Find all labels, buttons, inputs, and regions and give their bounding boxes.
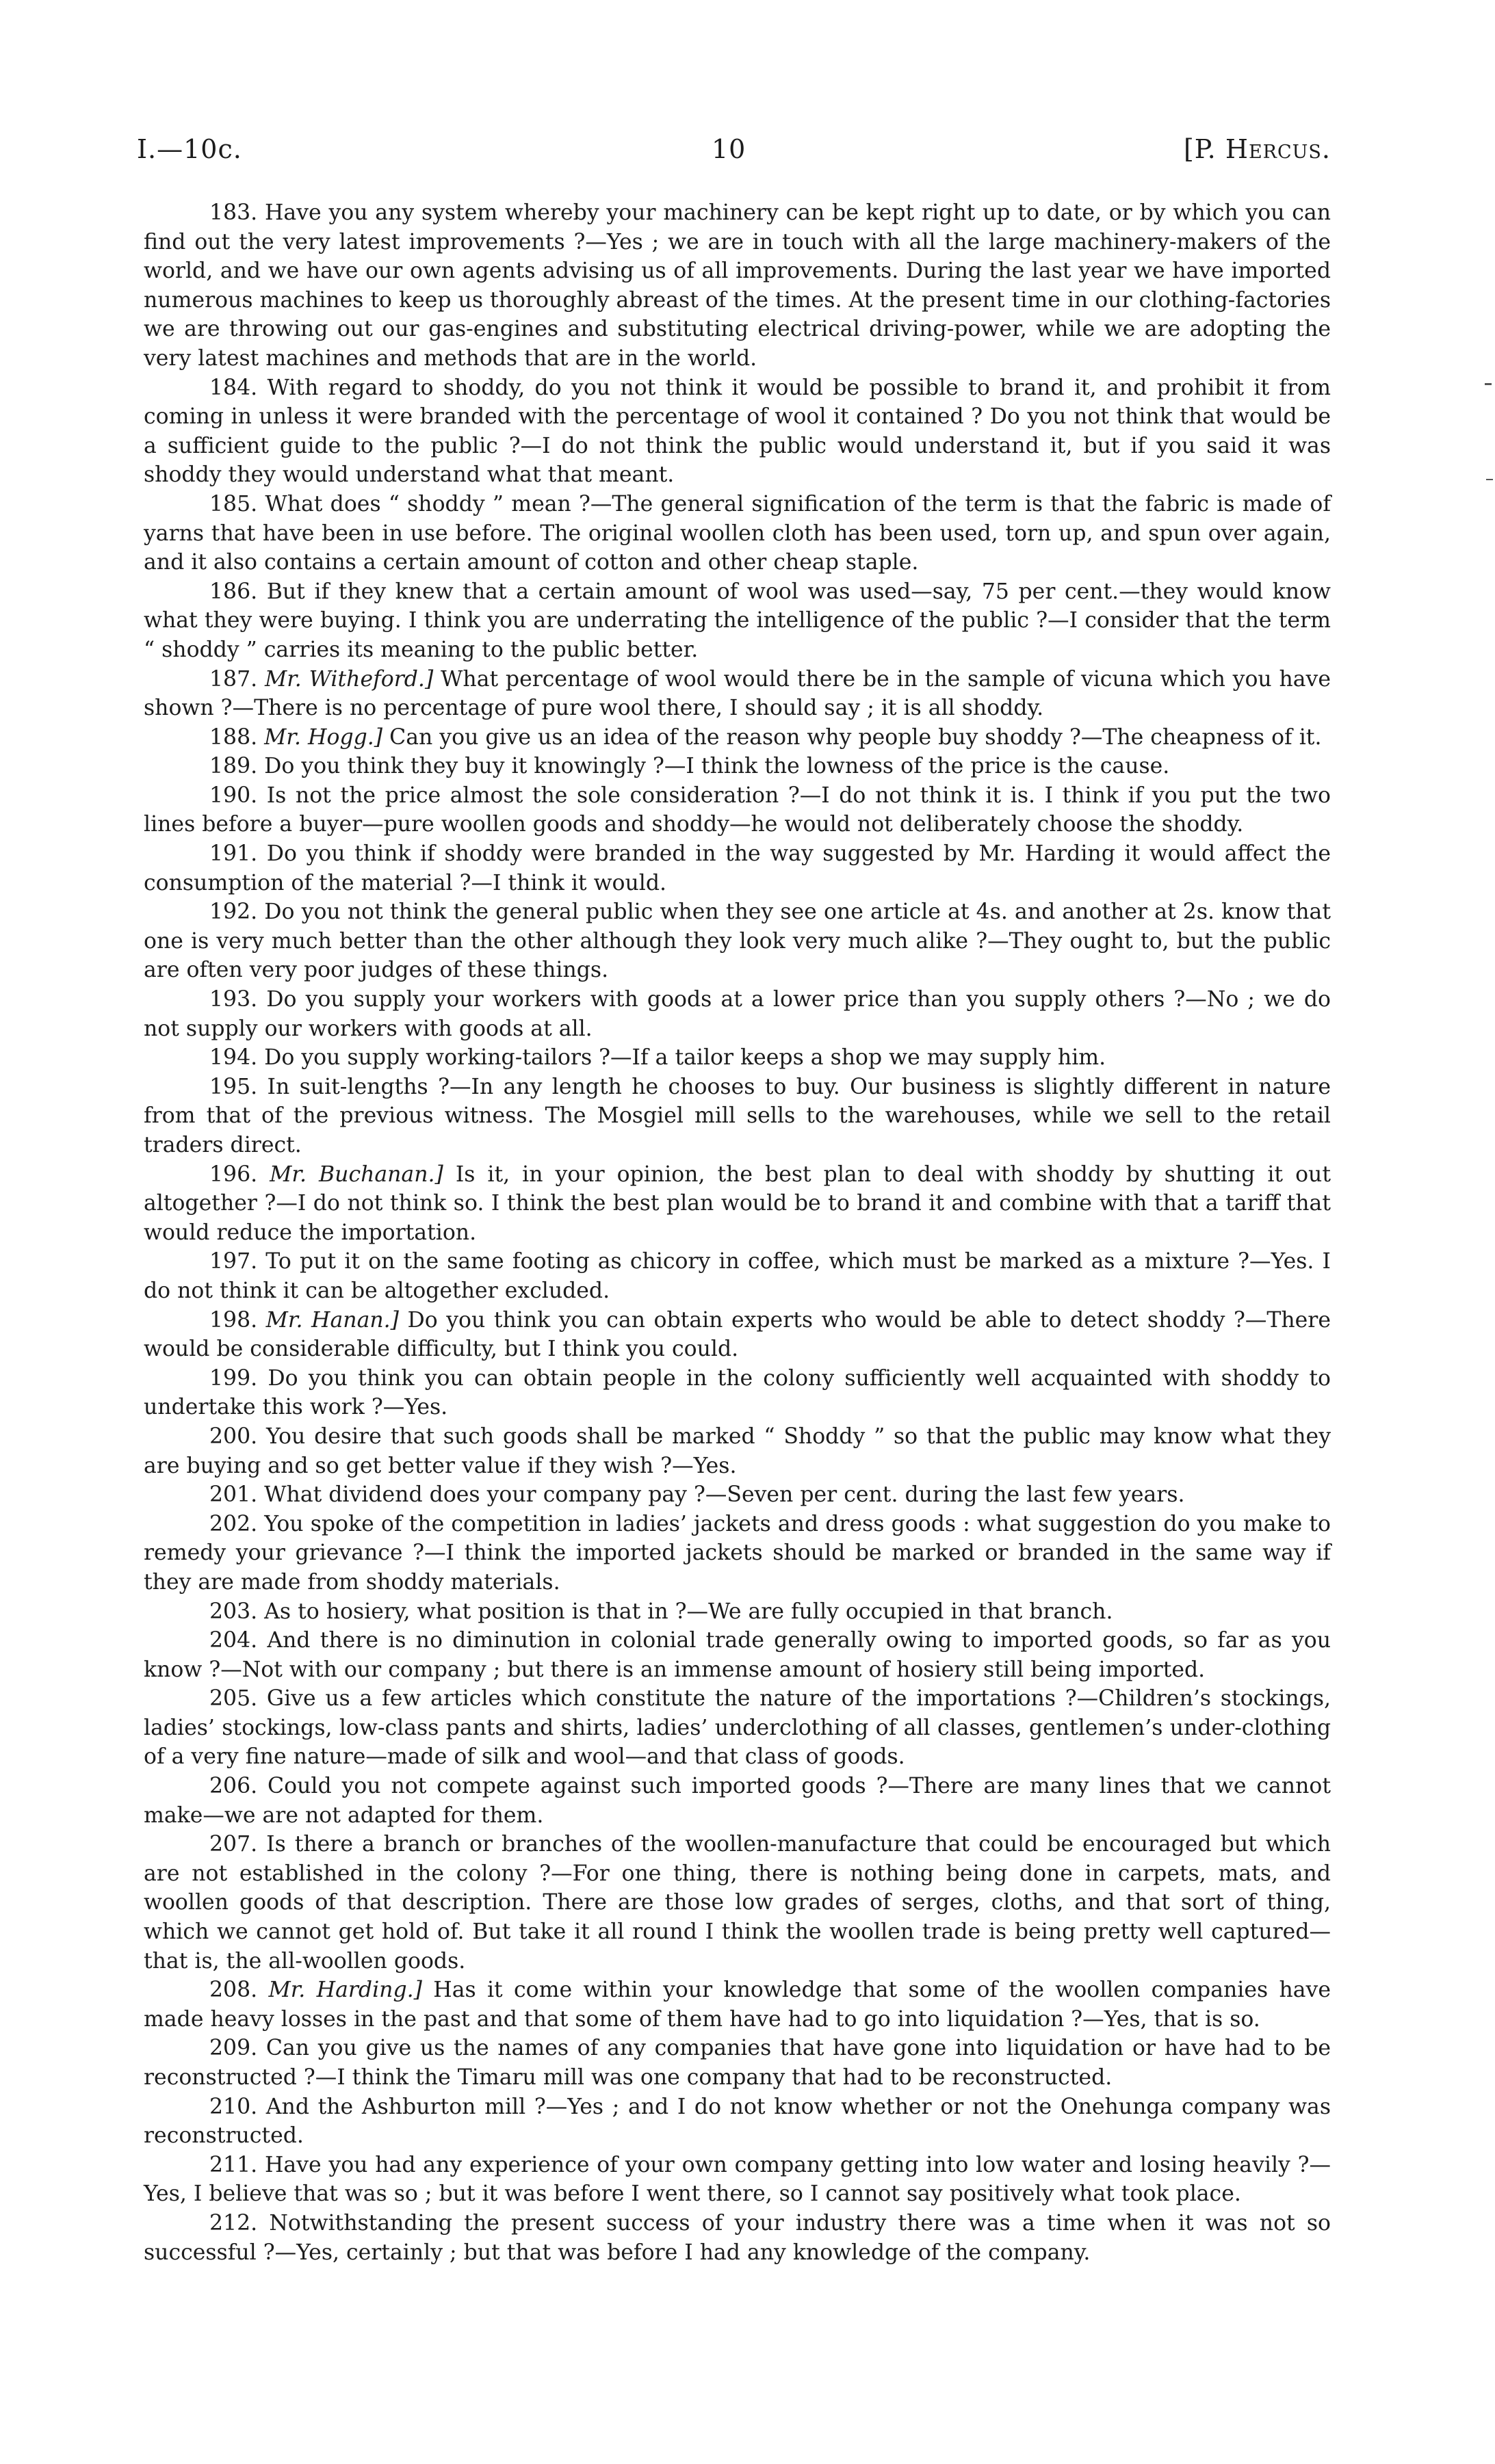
page-header	[137, 134, 1331, 175]
question-text: Can you give us the names of any companies that have gone into liquidation or have had to be reconstructed ?—I think the Timaru mill was one company that had to be reconstructed.	[144, 2036, 1331, 2090]
question-number: 206.	[209, 1774, 258, 1799]
question-paragraph	[144, 1073, 1331, 1160]
question-text: Have you any system whereby your machinery can be kept right up to date, or by which you can find out the very latest improvements ?—Yes ; we are in touch with all the large machinery-makers of the world, and we have our own agents advising us of all improvements. During the last year we have imported numerous machines to keep us thoroughly abreast of the times. At the present time in our clothing-factories we are throwing out our gas-engines and substituting electrical driving-power, while we are adopting the very latest machines and methods that are in the world.	[144, 200, 1331, 371]
question-text: Notwithstanding the present success of your industry there was a time when it was not so successful ?—Yes, certainly ; but that was before I had any knowledge of the company.	[144, 2210, 1331, 2265]
question-text: As to hosiery, what position is that in ?—We are fully occupied in that branch.	[264, 1599, 1113, 1624]
question-number: 196.	[209, 1162, 258, 1187]
question-number: 200.	[209, 1424, 258, 1449]
question-paragraph	[144, 2093, 1331, 2151]
question-text: What percentage of wool would there be in the sample of vicuna which you have shown ?—There is no percentage of pure wool there, I should say ; it is all shoddy.	[144, 666, 1331, 721]
question-paragraph	[144, 1976, 1331, 2034]
question-paragraph	[144, 723, 1331, 752]
question-number: 183.	[209, 200, 258, 225]
question-paragraph	[144, 577, 1331, 665]
question-paragraph	[144, 198, 1331, 373]
question-text: Have you had any experience of your own company getting into low water and losing heavily ?—Yes, I believe that was so ; but it was before I went there, so I cannot say positively what took place.	[144, 2152, 1331, 2207]
question-paragraph	[144, 781, 1331, 839]
question-text: You spoke of the competition in ladies’ jackets and dress goods : what suggestion do you make to remedy your grievance ?—I think the imported jackets should be marked or branded in the same way if they are made from shoddy materials.	[144, 1511, 1331, 1595]
question-paragraph	[144, 1830, 1331, 1976]
speaker-name: Mr. Witheford.]	[264, 666, 434, 692]
question-paragraph	[144, 1510, 1331, 1597]
question-number: 190.	[209, 783, 258, 808]
question-number: 195.	[209, 1074, 258, 1099]
question-number: 197.	[209, 1249, 258, 1274]
question-number: 211.	[209, 2152, 258, 2177]
question-number: 212.	[209, 2210, 258, 2236]
question-number: 205.	[209, 1686, 258, 1712]
question-paragraph	[144, 1684, 1331, 1772]
question-number: 204.	[209, 1628, 258, 1653]
question-paragraph	[144, 2151, 1331, 2209]
question-text: But if they knew that a certain amount of wool was used—say, 75 per cent.—they would know what they were buying. I think you are underrating the intelligence of the public ?—I consider that the term “ shoddy ” carries its meaning to the public better.	[144, 579, 1331, 662]
question-paragraph	[144, 1247, 1331, 1305]
question-paragraph	[144, 897, 1331, 985]
question-number: 198.	[209, 1307, 258, 1333]
speaker-name: Mr. Hanan.]	[265, 1307, 399, 1333]
margin-mark	[1485, 383, 1492, 385]
speaker-name: Mr. Hogg.]	[264, 724, 383, 750]
question-text: Do you think you can obtain people in the colony sufficiently well acquainted with shoddy to undertake this work ?—Yes.	[144, 1365, 1331, 1420]
question-paragraph	[144, 839, 1331, 897]
question-text: To put it on the same footing as chicory in coffee, which must be marked as a mixture ?—Yes. I do not think it can be altogether excluded.	[144, 1249, 1331, 1303]
question-paragraph	[144, 985, 1331, 1043]
question-paragraph	[144, 1480, 1331, 1510]
speaker-name: Mr. Harding.]	[268, 1978, 422, 2003]
question-text: Do you supply working-tailors ?—If a tailor keeps a shop we may supply him.	[264, 1045, 1106, 1071]
question-number: 209.	[209, 2036, 258, 2061]
question-text: Can you give us an idea of the reason why people buy shoddy ?—The cheapness of it.	[389, 724, 1322, 750]
question-paragraph	[144, 1043, 1331, 1073]
question-text: Do you think you can obtain experts who would be able to detect shoddy ?—There would be considerable difficulty, but I think you could.	[144, 1307, 1331, 1362]
question-number: 188.	[209, 724, 258, 750]
question-paragraph	[144, 490, 1331, 577]
question-text: And the Ashburton mill ?—Yes ; and I do not know whether or not the Onehunga company was reconstructed.	[144, 2094, 1331, 2149]
question-number: 191.	[209, 841, 258, 867]
question-number: 189.	[209, 754, 258, 779]
question-number: 192.	[209, 900, 258, 925]
question-number: 193.	[209, 987, 258, 1012]
question-paragraph	[144, 665, 1331, 723]
question-number: 185.	[209, 491, 258, 516]
question-text: Do you think if shoddy were branded in the way suggested by Mr. Harding it would affect the consumption of the material ?—I think it would.	[144, 841, 1331, 895]
question-text: Do you supply your workers with goods at a lower price than you supply others ?—No ; we do not supply our workers with goods at all.	[144, 987, 1331, 1041]
question-number: 207.	[209, 1832, 258, 1857]
question-paragraph	[144, 1597, 1331, 1627]
question-number: 184.	[209, 375, 258, 400]
question-number: 194.	[209, 1045, 258, 1071]
question-number: 186.	[209, 579, 258, 604]
question-text: Give us a few articles which constitute the nature of the importations ?—Children’s stockings, ladies’ stockings, low-class pants and shirts, ladies’ underclothing of all classes, gentlemen’s under-clothing of a very fine nature—made of silk and wool—and that class of goods.	[144, 1686, 1331, 1770]
question-text: You desire that such goods shall be marked “ Shoddy ” so that the public may know what they are buying and so get better value if they wish ?—Yes.	[144, 1424, 1331, 1478]
question-number: 202.	[209, 1511, 258, 1536]
question-paragraph	[144, 1626, 1331, 1684]
witness-name: [P. Hercus.	[1183, 134, 1331, 164]
question-text: In suit-lengths ?—In any length he chooses to buy. Our business is slightly different in nature from that of the previous witness. The Mosgiel mill sells to the warehouses, while we sell to the retail traders direct.	[144, 1074, 1331, 1157]
testimony-body	[144, 198, 1331, 2267]
question-paragraph	[144, 1422, 1331, 1480]
question-paragraph	[144, 1306, 1331, 1364]
question-paragraph	[144, 1160, 1331, 1248]
question-number: 210.	[209, 2094, 258, 2119]
question-paragraph	[144, 2034, 1331, 2092]
question-text: Could you not compete against such imported goods ?—There are many lines that we cannot make—we are not adapted for them.	[144, 1774, 1331, 1828]
question-paragraph	[144, 1772, 1331, 1830]
question-paragraph	[144, 752, 1331, 781]
question-paragraph	[144, 1364, 1331, 1422]
question-paragraph	[144, 2209, 1331, 2267]
question-text: Is it, in your opinion, the best plan to deal with shoddy by shutting it out altogether ?—I do not think so. I think the best plan would be to brand it and combine with that a tariff that would reduce the importation.	[144, 1162, 1331, 1245]
page-number: 10	[712, 134, 746, 164]
question-number: 201.	[209, 1482, 258, 1508]
question-text: Do you not think the general public when they see one article at 4s. and another at 2s. know that one is very much better than the other although they look very much alike ?—They ought to, but the public are often very poor judges of these things.	[144, 900, 1331, 983]
margin-mark	[1486, 479, 1493, 480]
question-number: 208.	[209, 1978, 258, 2003]
question-text: And there is no diminution in colonial trade generally owing to imported goods, so far as you know ?—Not with our company ; but there is an immense amount of hosiery still being imported.	[144, 1628, 1331, 1682]
question-text: Is there a branch or branches of the woollen-manufacture that could be encouraged but which are not established in the colony ?—For one thing, there is nothing being done in carpets, mats, and woollen goods of that description. There are those low grades of serges, cloths, and that sort of thing, which we cannot get hold of. But take it all round I think the woollen trade is being pretty well captured—that is, the all-woollen goods.	[144, 1832, 1331, 1974]
question-paragraph	[144, 373, 1331, 490]
speaker-name: Mr. Buchanan.]	[270, 1162, 443, 1187]
question-text: Is not the price almost the sole consideration ?—I do not think it is. I think if you put the two lines before a buyer—pure woollen goods and shoddy—he would not deliberately choose the shoddy.	[144, 783, 1331, 837]
question-text: With regard to shoddy, do you not think it would be possible to brand it, and prohibit it from coming in unless it were branded with the percentage of wool it contained ? Do you not think that would be a sufficient guide to the public ?—I do not think the public would understand it, but if you said it was shoddy they would understand what that meant.	[144, 375, 1331, 488]
document-reference: I.—10c.	[137, 134, 242, 164]
question-text: What dividend does your company pay ?—Seven per cent. during the last few years.	[264, 1482, 1185, 1508]
question-text: Has it come within your knowledge that some of the woollen companies have made heavy losses in the past and that some of them have had to go into liquidation ?—Yes, that is so.	[144, 1978, 1331, 2032]
question-number: 203.	[209, 1599, 258, 1624]
question-number: 199.	[209, 1365, 258, 1391]
question-text: Do you think they buy it knowingly ?—I think the lowness of the price is the cause.	[264, 754, 1170, 779]
question-text: What does “ shoddy ” mean ?—The general signification of the term is that the fabric is made of yarns that have been in use before. The original woollen cloth has been used, torn up, and spun over again, and it also contains a certain amount of cotton and other cheap staple.	[144, 491, 1331, 575]
question-number: 187.	[209, 666, 258, 692]
